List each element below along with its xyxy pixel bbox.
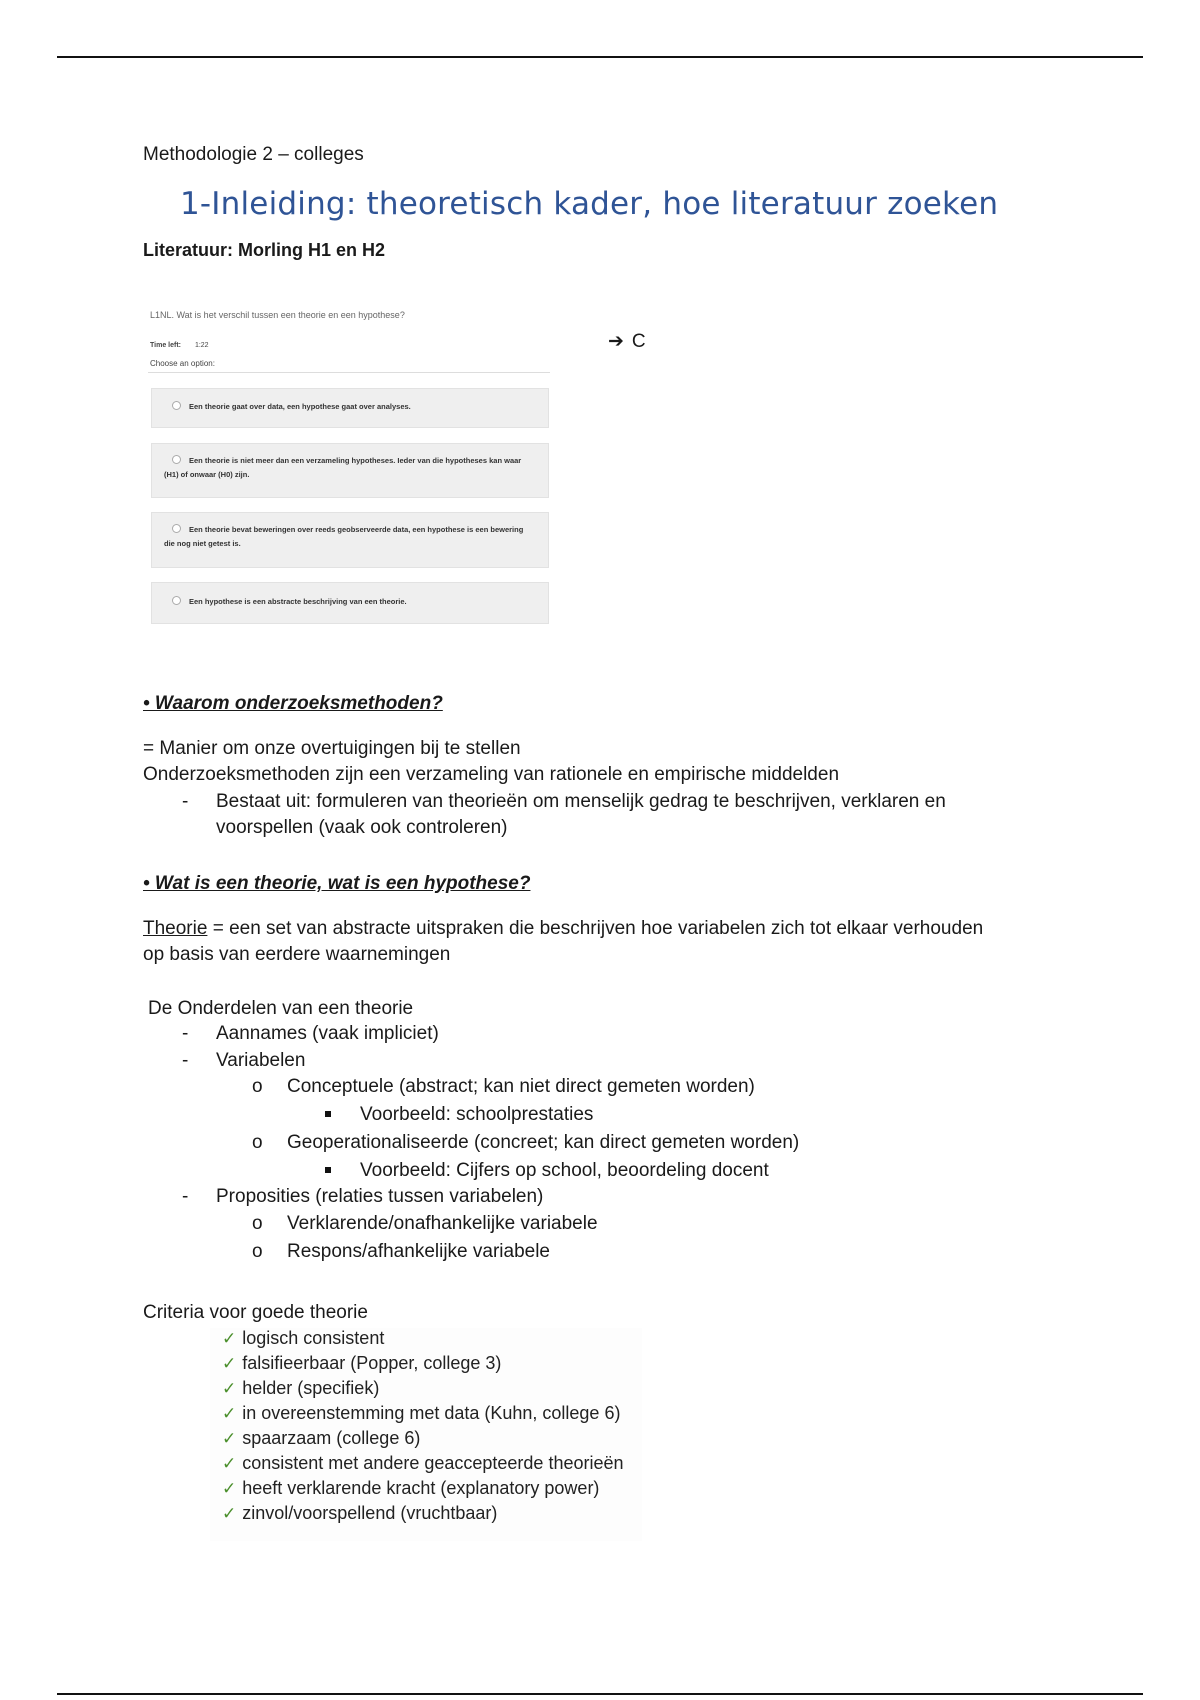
checkmark-icon: ✓ bbox=[222, 1454, 237, 1473]
methods-line-1: = Manier om onze overtuigingen bij te stellen bbox=[143, 738, 521, 759]
page-top-rule bbox=[57, 56, 1143, 58]
quiz-timer bbox=[150, 342, 209, 349]
square-bullet-icon bbox=[325, 1111, 331, 1117]
methods-line-2: Onderzoeksmethoden zijn een verzameling van rationele en empirische middelden bbox=[143, 764, 840, 785]
criteria-image bbox=[210, 1328, 642, 1541]
criteria-item-text: consistent met andere geaccepteerde theorieën bbox=[242, 1453, 624, 1473]
quiz-option-a bbox=[151, 388, 549, 428]
list-item-assumptions bbox=[182, 1023, 439, 1045]
criteria-item bbox=[222, 1503, 497, 1524]
radio-icon bbox=[172, 596, 181, 605]
checkmark-icon: ✓ bbox=[222, 1429, 237, 1448]
dash-bullet: - bbox=[182, 1023, 189, 1044]
list-item-conceptual-example bbox=[325, 1104, 594, 1126]
methods-bullet-line-2: voorspellen (vaak ook controleren) bbox=[216, 817, 508, 838]
quiz-time-label: Time left: bbox=[150, 342, 181, 349]
criteria-item bbox=[222, 1478, 599, 1499]
checkmark-icon: ✓ bbox=[222, 1354, 237, 1373]
checkmark-icon: ✓ bbox=[222, 1404, 237, 1423]
quiz-option-c bbox=[151, 512, 549, 568]
quiz-option-d bbox=[151, 582, 549, 624]
section-heading-theory: • Wat is een theorie, wat is een hypothese? bbox=[143, 873, 531, 894]
document-title: Methodologie 2 – colleges bbox=[143, 144, 364, 165]
quiz-option-a-text: Een theorie gaat over data, een hypothese gaat over analyses. bbox=[189, 402, 411, 411]
checkmark-icon: ✓ bbox=[222, 1479, 237, 1498]
criteria-item-text: spaarzaam (college 6) bbox=[242, 1428, 421, 1448]
list-item-operational-example bbox=[325, 1160, 769, 1182]
circle-bullet: o bbox=[252, 1213, 263, 1234]
criteria-item bbox=[222, 1403, 620, 1424]
checkmark-icon: ✓ bbox=[222, 1504, 237, 1523]
criteria-item-text: helder (specifiek) bbox=[242, 1378, 380, 1398]
operational-example-text: Voorbeeld: Cijfers op school, beoordeling docent bbox=[360, 1160, 769, 1181]
quiz-question: L1NL. Wat is het verschil tussen een theorie en een hypothese? bbox=[150, 310, 405, 320]
list-item-operational bbox=[252, 1132, 800, 1154]
literature-line: Literatuur: Morling H1 en H2 bbox=[143, 240, 386, 260]
criteria-item-text: in overeenstemming met data (Kuhn, college 6) bbox=[242, 1403, 621, 1423]
criteria-item-text: heeft verklarende kracht (explanatory power) bbox=[242, 1478, 600, 1498]
methods-bullet bbox=[182, 791, 946, 813]
checkmark-icon: ✓ bbox=[222, 1379, 237, 1398]
conceptual-example-text: Voorbeeld: schoolprestaties bbox=[360, 1104, 594, 1125]
criteria-item bbox=[222, 1328, 384, 1349]
arrow-right-icon: ➔ bbox=[608, 331, 624, 352]
criteria-title: Criteria voor goede theorie bbox=[143, 1302, 368, 1323]
criteria-item-text: zinvol/voorspellend (vruchtbaar) bbox=[242, 1503, 498, 1523]
checkmark-icon: ✓ bbox=[222, 1329, 237, 1348]
chapter-heading: 1-Inleiding: theoretisch kader, hoe literatuur zoeken bbox=[180, 186, 999, 222]
criteria-item-text: logisch consistent bbox=[242, 1328, 385, 1348]
list-item-variables bbox=[182, 1050, 306, 1072]
explanatory-text: Verklarende/onafhankelijke variabele bbox=[287, 1213, 598, 1234]
radio-icon bbox=[172, 401, 181, 410]
criteria-item bbox=[222, 1453, 624, 1474]
quiz-option-b bbox=[151, 443, 549, 498]
quiz-option-d-text: Een hypothese is een abstracte beschrijving van een theorie. bbox=[189, 597, 407, 606]
quiz-option-c-text: Een theorie bevat beweringen over reeds geobserveerde data, een hypothese is een bewering die nog niet getest is. bbox=[164, 525, 524, 548]
radio-icon bbox=[172, 524, 181, 533]
circle-bullet: o bbox=[252, 1076, 263, 1097]
page-bottom-rule bbox=[57, 1693, 1143, 1695]
criteria-item-text: falsifieerbaar (Popper, college 3) bbox=[242, 1353, 502, 1373]
quiz-time-value: 1:22 bbox=[194, 342, 209, 349]
section-heading-methods: • Waarom onderzoeksmethoden? bbox=[143, 693, 443, 714]
theory-parts-title: De Onderdelen van een theorie bbox=[148, 998, 414, 1019]
theory-definition-text: = een set van abstracte uitspraken die beschrijven hoe variabelen zich tot elkaar verhouden bbox=[207, 918, 984, 939]
list-item-response bbox=[252, 1241, 550, 1263]
propositions-text: Proposities (relaties tussen variabelen) bbox=[216, 1186, 544, 1207]
quiz-answer bbox=[608, 330, 646, 353]
criteria-item bbox=[222, 1378, 379, 1399]
quiz-choose-label: Choose an option: bbox=[150, 359, 215, 368]
variables-text: Variabelen bbox=[216, 1050, 306, 1071]
conceptual-text: Conceptuele (abstract; kan niet direct gemeten worden) bbox=[287, 1076, 755, 1097]
dash-bullet: - bbox=[182, 791, 189, 812]
radio-icon bbox=[172, 455, 181, 464]
theory-term: Theorie bbox=[143, 918, 208, 939]
circle-bullet: o bbox=[252, 1132, 263, 1153]
list-item-conceptual bbox=[252, 1076, 755, 1098]
dash-bullet: - bbox=[182, 1050, 189, 1071]
theory-definition-line-1 bbox=[143, 916, 983, 942]
operational-text: Geoperationaliseerde (concreet; kan direct gemeten worden) bbox=[287, 1132, 800, 1153]
criteria-item bbox=[222, 1353, 501, 1374]
list-item-propositions bbox=[182, 1186, 544, 1208]
quiz-option-b-text: Een theorie is niet meer dan een verzameling hypotheses. Ieder van die hypotheses kan waar (H1) of onwaar (H0) zijn. bbox=[164, 456, 522, 479]
response-text: Respons/afhankelijke variabele bbox=[287, 1241, 550, 1262]
answer-letter: C bbox=[631, 331, 646, 352]
criteria-item bbox=[222, 1428, 420, 1449]
theory-definition-line-2: op basis van eerdere waarnemingen bbox=[143, 944, 451, 965]
methods-bullet-line-1: Bestaat uit: formuleren van theorieën om menselijk gedrag te beschrijven, verklaren en bbox=[216, 791, 946, 812]
list-item-explanatory bbox=[252, 1213, 598, 1235]
quiz-screenshot bbox=[148, 302, 552, 626]
quiz-divider bbox=[148, 372, 550, 373]
assumptions-text: Aannames (vaak impliciet) bbox=[216, 1023, 439, 1044]
square-bullet-icon bbox=[325, 1167, 331, 1173]
dash-bullet: - bbox=[182, 1186, 189, 1207]
circle-bullet: o bbox=[252, 1241, 263, 1262]
